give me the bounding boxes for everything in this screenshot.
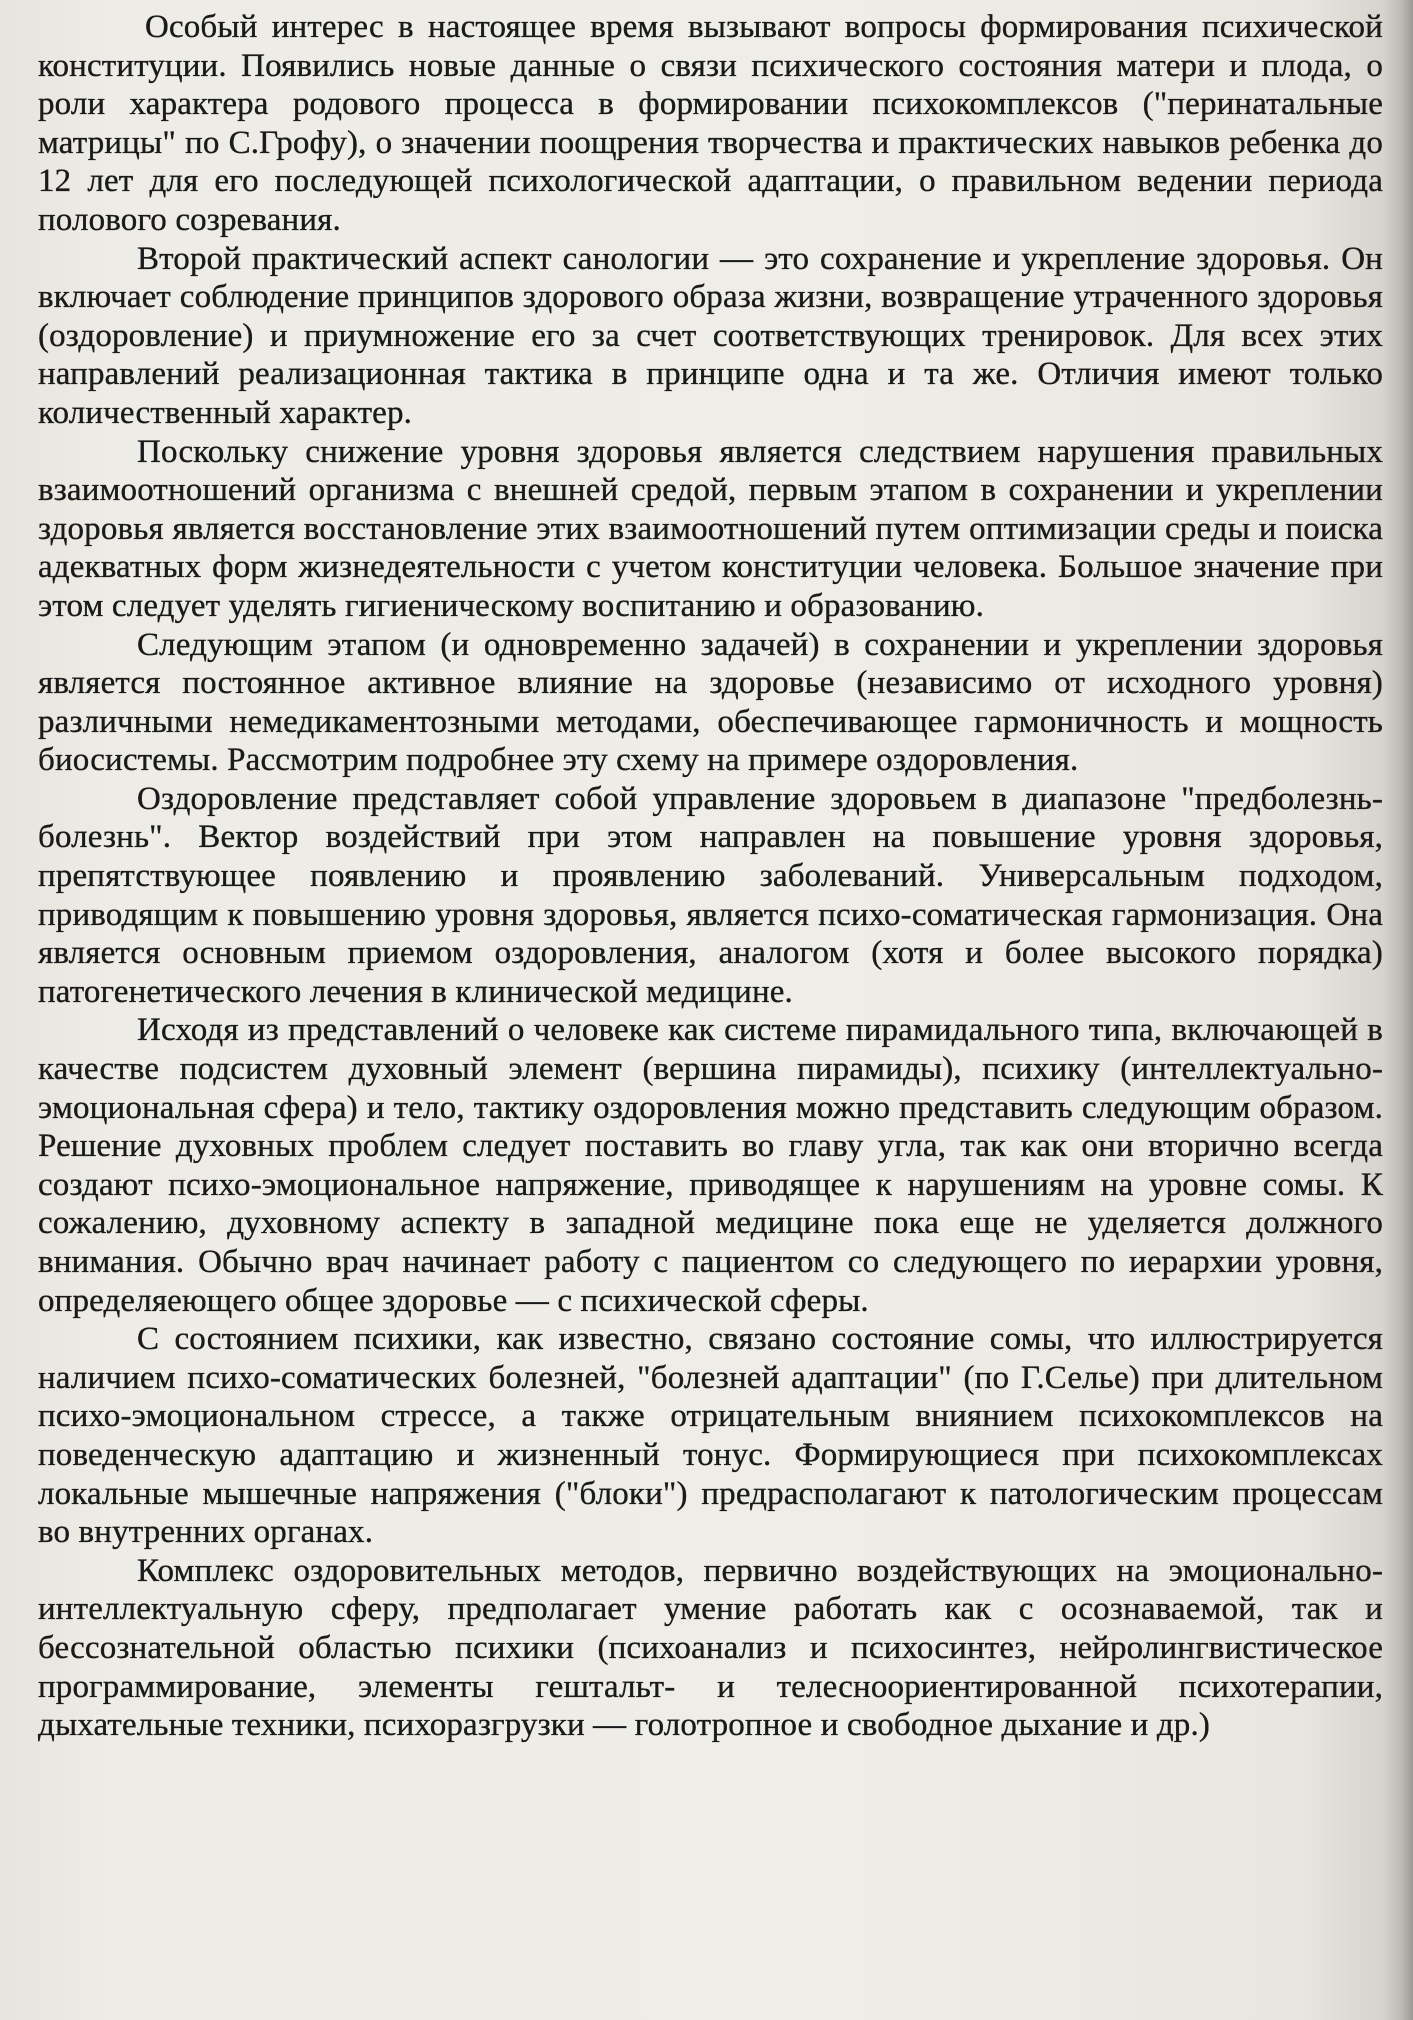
page-edge-shadow	[1383, 0, 1413, 2020]
paragraph-health-improvement: Оздоровление представляет собой управление здоровьем в диапазоне "предболезнь-болезнь". Вектор воздействий при этом направлен на повышение уровня здоровья, препятствующее появлению и проявлению заболеваний. Универсальным подходом, приводящим к повышению уровня здоровья, является психо-соматическая гармонизация. Она является основным приемом оздоровления, аналогом (хотя и более высокого порядка) патогенетического лечения в клинической медицине.	[38, 780, 1383, 1010]
paragraph-methods-complex: Комплекс оздоровительных методов, первично воздействующих на эмоционально-интеллектуальную сферу, предполагает умение работать как с осознаваемой, так и бессознательной областью психики (психоанализ и психосинтез, нейролингвистическое программирование, элементы гештальт- и телесноориентированной психотерапии, дыхательные техники, психоразгрузки — голотропное и свободное дыхание и др.)	[38, 1552, 1383, 1744]
paragraph-active-influence: Следующим этапом (и одновременно задачей) в сохранении и укреплении здоровья является постоянное активное влияние на здоровье (независимо от исходного уровня) различными немедикаментозными методами, обеспечивающее гармоничность и мощность биосистемы. Рассмотрим подробнее эту схему на примере оздоровления.	[38, 626, 1383, 779]
paragraph-environment-optimization: Поскольку снижение уровня здоровья является следствием нарушения правильных взаимоотношений организма с внешней средой, первым этапом в сохранении и укреплении здоровья является восстановление этих взаимоотношений путем оптимизации среды и поиска адекватных форм жизнедеятельности с учетом конституции человека. Большое значение при этом следует уделять гигиеническому воспитанию и образованию.	[38, 433, 1383, 624]
paragraph-health-preservation: Второй практический аспект санологии — это сохранение и укрепление здоровья. Он включает соблюдение принципов здорового образа жизни, возвращение утраченного здоровья (оздоровление) и приумножение его за счет соответствующих тренировок. Для всех этих направлений реализационная тактика в принципе одна и та же. Отличия имеют только количественный характер.	[38, 240, 1383, 431]
paragraph-pyramid-system: Исходя из представлений о человеке как системе пирамидального типа, включающей в качестве подсистем духовный элемент (вершина пирамиды), психику (интеллектуально-эмоциональная сфера) и тело, тактику оздоровления можно представить следующим образом. Решение духовных проблем следует поставить во главу угла, так как они вторично всегда создают психо-эмоциональное напряжение, приводящее к нарушениям на уровне сомы. К сожалению, духовному аспекту в западной медицине пока еще не уделяется должного внимания. Обычно врач начинает работу с пациентом со следующего по иерархии уровня, определяеющего общее здоровье — с психической сферы.	[38, 1012, 1383, 1319]
paragraph-psyche-soma: С состоянием психики, как известно, связано состояние сомы, что иллюстрируется наличием психо-соматических болезней, "болезней адаптации" (по Г.Селье) при длительном психо-эмоциональном стрессе, а также отрицательным вниянием психокомплексов на поведенческую адаптацию и жизненный тонус. Формирующиеся при психокомплексах локальные мышечные напряжения ("блоки") предрасполагают к патологическим процессам во внутренних органах.	[38, 1321, 1383, 1551]
paragraph-formation-of-constitution: Особый интерес в настоящее время вызывают вопросы формирования психической конституции. Появились новые данные о связи психического состояния матери и плода, о роли характера родового процесса в формировании психокомплексов ("перинатальные матрицы" по С.Грофу), о значении поощрения творчества и практических навыков ребенка до 12 лет для его последующей психологической адаптации, о правильном ведении периода полового созревания.	[38, 9, 1383, 238]
body-text	[38, 8, 1383, 1745]
